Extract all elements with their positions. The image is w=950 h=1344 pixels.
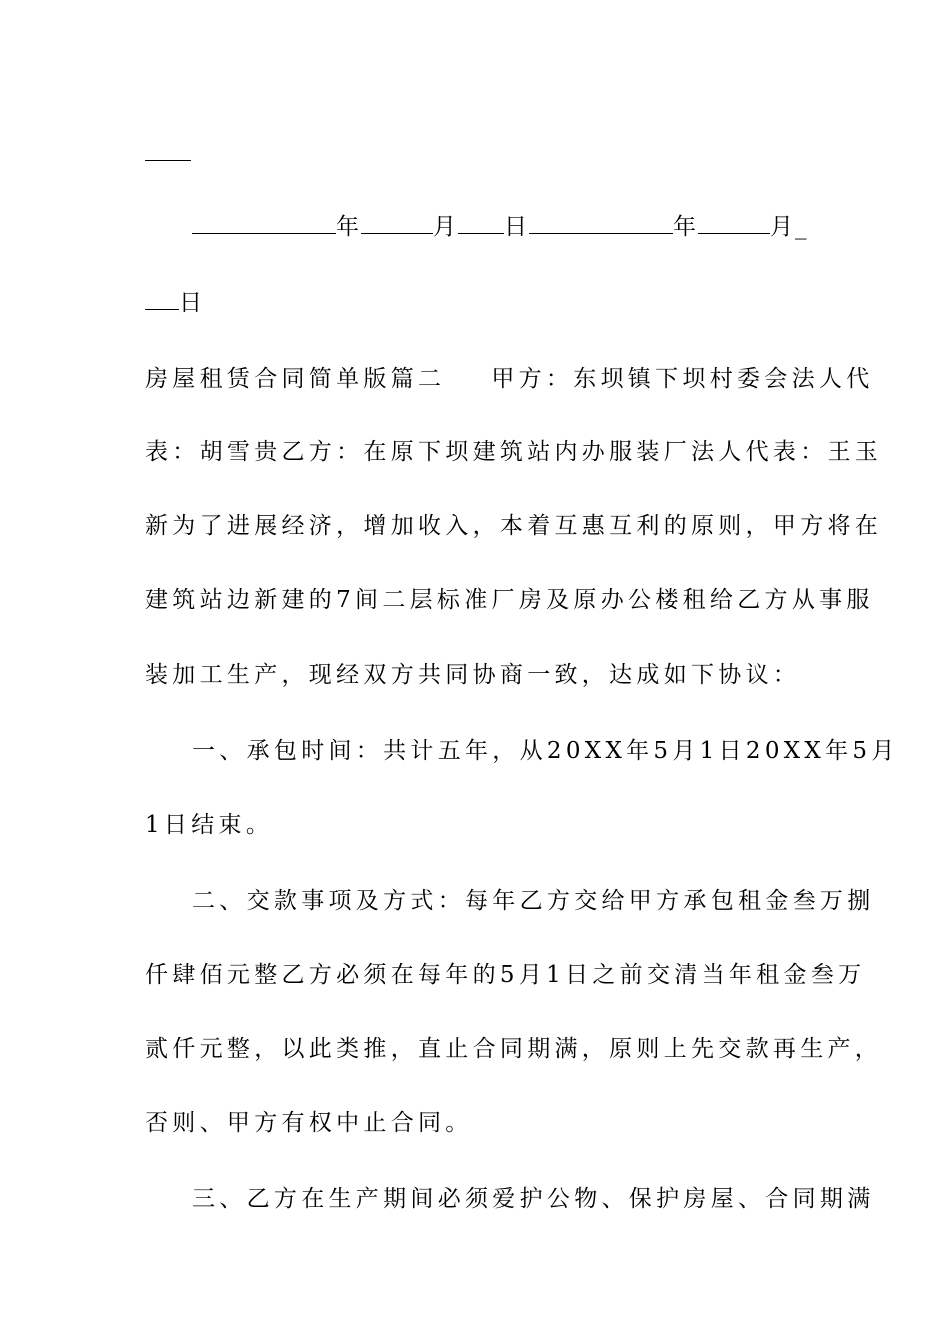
trailing-blank: _: [795, 214, 809, 240]
clause-1-line-1: 一、承包时间：共计五年，从20XX年5月1日20XX年5月: [192, 738, 899, 764]
month-blank-2: [698, 211, 770, 234]
clause-3-line-1: 三、乙方在生产期间必须爱护公物、保护房屋、合同期满: [192, 1186, 875, 1212]
clause-1-line-2: 1日结束。: [145, 812, 274, 838]
clause-2-line-2: 仟肆佰元整乙方必须在每年的5月1日之前交清当年租金叁万: [145, 962, 866, 988]
signature-blank-line: [145, 160, 191, 161]
year-label-2: 年: [673, 214, 698, 240]
day-blank-2: [145, 287, 179, 310]
party-a-intro: 甲方：东坝镇下坝村委会法人代: [491, 366, 874, 392]
clause-2-line-4: 否则、甲方有权中止合同。: [145, 1110, 473, 1136]
day-blank-1: [458, 211, 504, 234]
clause-2-line-3: 贰仟元整，以此类推，直止合同期满，原则上先交款再生产，: [145, 1036, 883, 1062]
section-heading-line: [145, 364, 874, 394]
month-blank-1: [361, 211, 433, 234]
body-line-3: 新为了进展经济，增加收入，本着互惠互利的原则，甲方将在: [145, 513, 883, 539]
month-label-1: 月: [433, 214, 458, 240]
year-label-1: 年: [336, 214, 361, 240]
body-line-2: 表：胡雪贵乙方：在原下坝建筑站内办服装厂法人代表：王玉: [145, 439, 883, 465]
clause-2-line-1: 二、交款事项及方式：每年乙方交给甲方承包租金叁万捌: [192, 888, 875, 914]
section-heading: 房屋租赁合同简单版篇二: [145, 366, 446, 392]
body-line-4: 建筑站边新建的7间二层标准厂房及原办公楼租给乙方从事服: [145, 587, 874, 613]
date-fill-row-2: [145, 287, 810, 318]
date-fill-row: [192, 211, 810, 242]
year-blank-2: [529, 211, 673, 234]
body-line-5: 装加工生产，现经双方共同协商一致，达成如下协议：: [145, 662, 801, 688]
year-blank-1: [192, 211, 336, 234]
day-label-1: 日: [504, 214, 529, 240]
day-label-2: 日: [179, 290, 207, 316]
month-label-2: 月: [770, 214, 795, 240]
